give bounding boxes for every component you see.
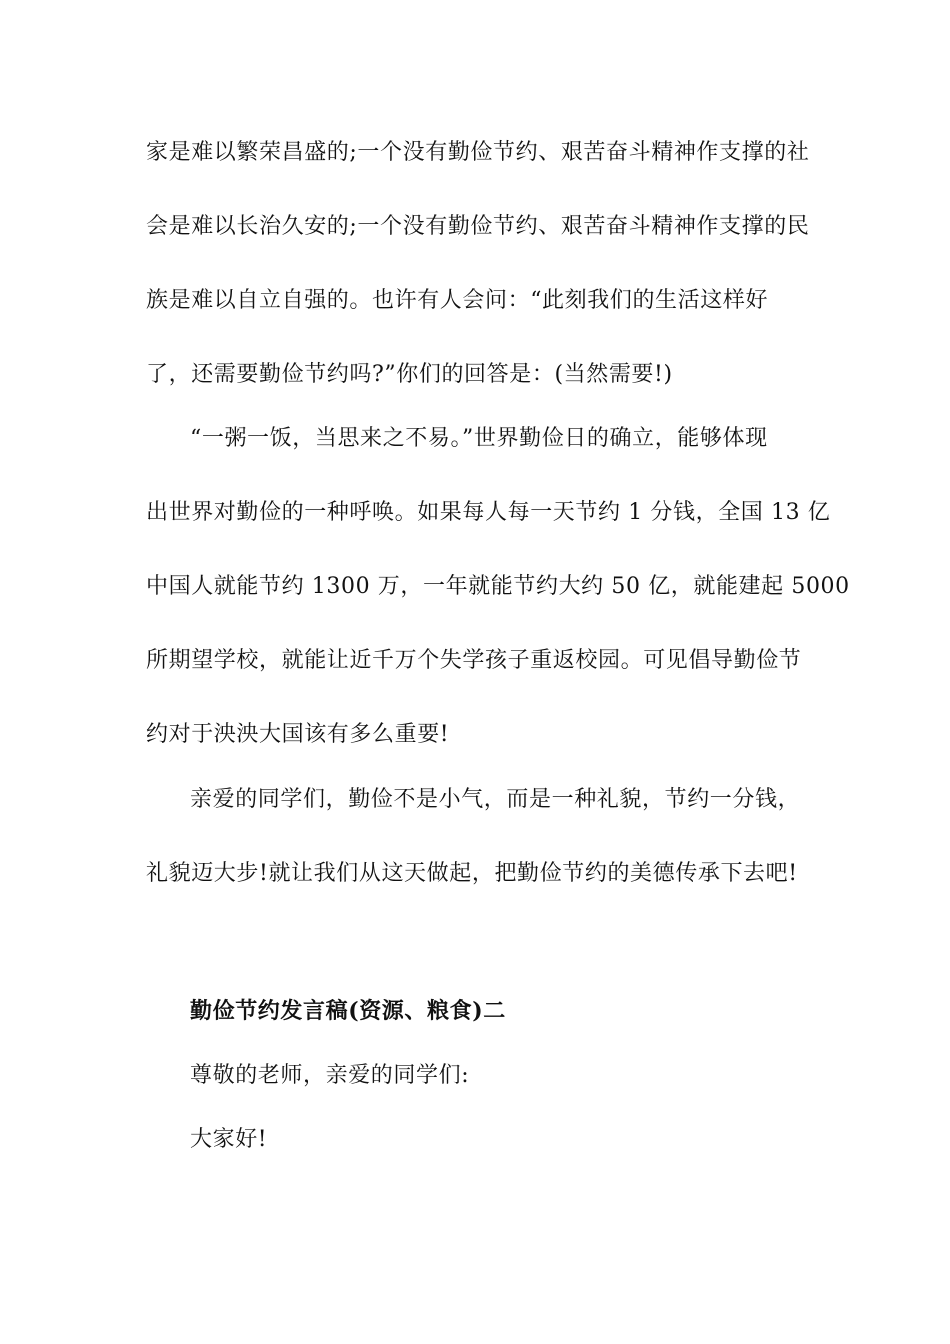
- paragraph-line: 族是难以自立自强的。也许有人会问：“此刻我们的生活这样好: [146, 288, 769, 313]
- paragraph-line: 出世界对勤俭的一种呼唤。如果每人每一天节约 1 分钱，全国 13 亿: [146, 500, 831, 525]
- paragraph-line: 中国人就能节约 1300 万，一年就能节约大约 50 亿，就能建起 5000: [146, 574, 850, 599]
- greeting-line: 尊敬的老师，亲爱的同学们:: [190, 1063, 470, 1088]
- salutation-line: 大家好!: [190, 1127, 268, 1152]
- paragraph-line: 所期望学校，就能让近千万个失学孩子重返校园。可见倡导勤俭节: [146, 648, 802, 673]
- section-title: 勤俭节约发言稿(资源、粮食)二: [190, 998, 506, 1024]
- paragraph-line: 礼貌迈大步!就让我们从这天做起，把勤俭节约的美德传承下去吧!: [146, 861, 798, 886]
- paragraph-line: 了，还需要勤俭节约吗?”你们的回答是：(当然需要!): [146, 362, 673, 387]
- paragraph-line: 约对于泱泱大国该有多么重要!: [146, 722, 450, 747]
- paragraph-line: 亲爱的同学们，勤俭不是小气，而是一种礼貌，节约一分钱，: [190, 787, 801, 812]
- paragraph-line: 会是难以长治久安的;一个没有勤俭节约、艰苦奋斗精神作支撑的民: [146, 214, 810, 239]
- paragraph-line: “一粥一饭，当思来之不易。”世界勤俭日的确立，能够体现: [190, 426, 768, 451]
- paragraph-line: 家是难以繁荣昌盛的;一个没有勤俭节约、艰苦奋斗精神作支撑的社: [146, 140, 810, 165]
